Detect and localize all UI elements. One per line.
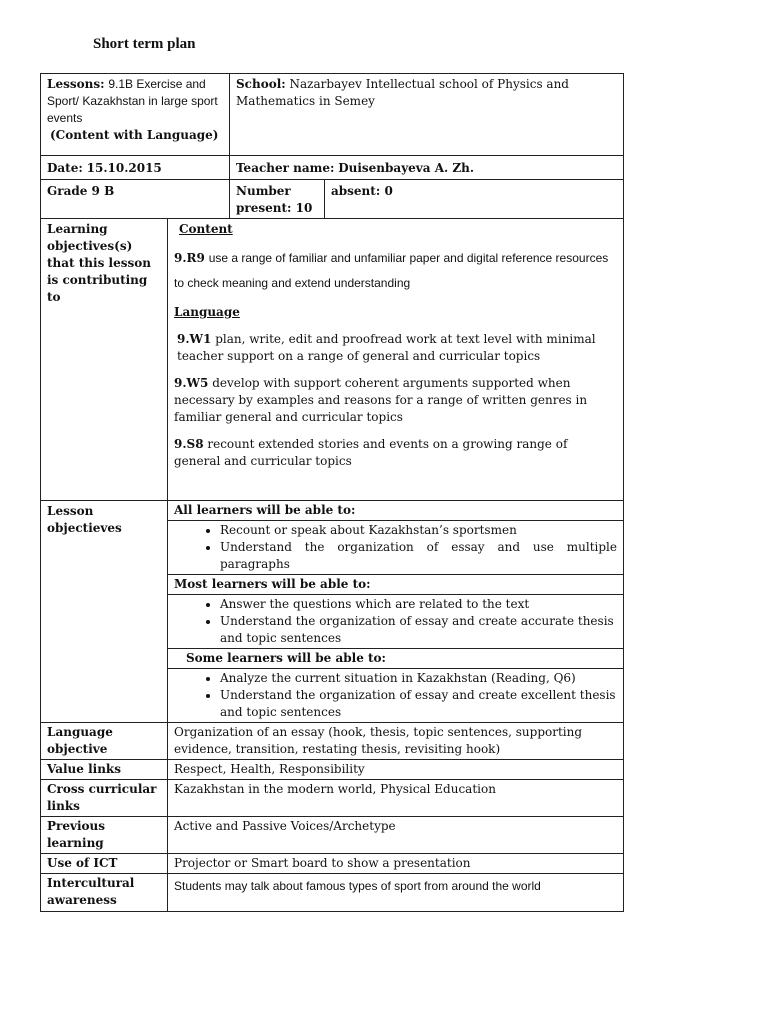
- teacher-label: Teacher name:: [236, 161, 335, 175]
- page-title: Short term plan: [93, 36, 196, 52]
- objective-9r9: [174, 246, 617, 296]
- language-objective-row: [41, 723, 624, 760]
- absent-cell: [325, 180, 624, 219]
- objective-text: develop with support coherent arguments supported when necessary by examples and reasons for a range of written genres in familiar general and curricular topics: [174, 376, 588, 424]
- lesson-objectives-cell: [168, 501, 624, 723]
- value-links-row: [41, 760, 624, 780]
- lesson-objectives-row: [41, 501, 624, 723]
- grade-row: [41, 180, 624, 219]
- previous-learning-row: [41, 817, 624, 854]
- objective-code: 9.R9: [174, 251, 205, 265]
- date-value: 15.10.2015: [86, 161, 162, 175]
- learning-objectives-row: [41, 219, 624, 501]
- lessons-value: 9.1B Exercise and Sport/ Kazakhstan in large sport events: [47, 77, 218, 125]
- lessons-school-row: [41, 74, 624, 156]
- row-label: Use of ICT: [41, 854, 168, 874]
- school-value: Nazarbayev Intellectual school of Physics and Mathematics in Semey: [236, 77, 569, 108]
- row-label: Intercultural awareness: [41, 874, 168, 912]
- use-of-ict-row: [41, 854, 624, 874]
- learning-objectives-cell: [168, 219, 624, 501]
- objective-code: 9.W1: [177, 332, 212, 346]
- cross-curricular-row: [41, 780, 624, 817]
- objective-9w5: [174, 375, 617, 426]
- lesson-plan-table: [40, 73, 624, 912]
- row-label: Previous learning: [41, 817, 168, 854]
- group-items-some: [168, 669, 623, 723]
- date-cell: [41, 156, 230, 180]
- date-teacher-row: [41, 156, 624, 180]
- objective-code: 9.W5: [174, 376, 209, 390]
- present-value: 10: [295, 201, 313, 215]
- row-value: Active and Passive Voices/Archetype: [168, 817, 624, 854]
- lesson-objectives-label: Lesson objectieves: [41, 501, 168, 723]
- grade-cell: Grade 9 B: [41, 180, 230, 219]
- row-value: Students may talk about famous types of sport from around the world: [168, 874, 624, 912]
- group-heading-some: Some learners will be able to:: [168, 649, 623, 669]
- list-item: • Answer the questions which are related to the text: [220, 596, 617, 613]
- absent-value: 0: [384, 184, 393, 198]
- group-heading-most: Most learners will be able to:: [168, 575, 623, 595]
- content-with-language: (Content with Language): [50, 128, 219, 142]
- list-item: • Recount or speak about Kazakhstan’s sportsmen: [220, 522, 617, 539]
- present-cell: [230, 180, 325, 219]
- row-value: Respect, Health, Responsibility: [168, 760, 624, 780]
- row-label: Language objective: [41, 723, 168, 760]
- language-heading: Language: [174, 305, 240, 319]
- group-items-most: [168, 595, 623, 649]
- school-label: School:: [236, 77, 286, 91]
- lesson-objectives-groups: [168, 501, 623, 722]
- list-item: • Understand the organization of essay and create accurate thesis and topic sentences: [220, 613, 617, 647]
- row-value: Organization of an essay (hook, thesis, topic sentences, supporting evidence, transition, restating thesis, revisiting hook): [168, 723, 624, 760]
- group-heading-all: All learners will be able to:: [174, 503, 356, 517]
- objective-code: 9.S8: [174, 437, 204, 451]
- list-item: • Understand the organization of essay and create excellent thesis and topic sentences: [220, 687, 617, 721]
- list-item: • Analyze the current situation in Kazakhstan (Reading, Q6): [220, 670, 617, 687]
- list-item: • Understand the organization of essay and use multiple paragraphs: [220, 539, 617, 573]
- objective-9s8: [174, 436, 617, 470]
- row-value: Projector or Smart board to show a presentation: [168, 854, 624, 874]
- objective-text: plan, write, edit and proofread work at text level with minimal teacher support on a range of general and curricular topics: [177, 332, 596, 363]
- school-cell: [230, 74, 624, 156]
- content-heading: Content: [179, 222, 233, 236]
- absent-label: absent:: [331, 184, 381, 198]
- teacher-cell: [230, 156, 624, 180]
- objective-9w1: [174, 331, 617, 365]
- objective-text: use a range of familiar and unfamiliar paper and digital reference resources to check meaning and extend understanding: [174, 251, 609, 290]
- date-label: Date:: [47, 161, 83, 175]
- objective-text: recount extended stories and events on a growing range of general and curricular topics: [174, 437, 568, 468]
- row-value: Kazakhstan in the modern world, Physical Education: [168, 780, 624, 817]
- intercultural-awareness-row: [41, 874, 624, 912]
- row-label: Value links: [41, 760, 168, 780]
- teacher-value: Duisenbayeva A. Zh.: [338, 161, 475, 175]
- learning-objectives-label: Learning objectives(s) that this lesson is contributing to: [41, 219, 168, 501]
- group-items-all: [168, 521, 623, 575]
- lessons-label: Lessons:: [47, 77, 105, 91]
- row-label: Cross curricular links: [41, 780, 168, 817]
- present-label: Number present:: [236, 184, 292, 215]
- lessons-cell: [41, 74, 230, 156]
